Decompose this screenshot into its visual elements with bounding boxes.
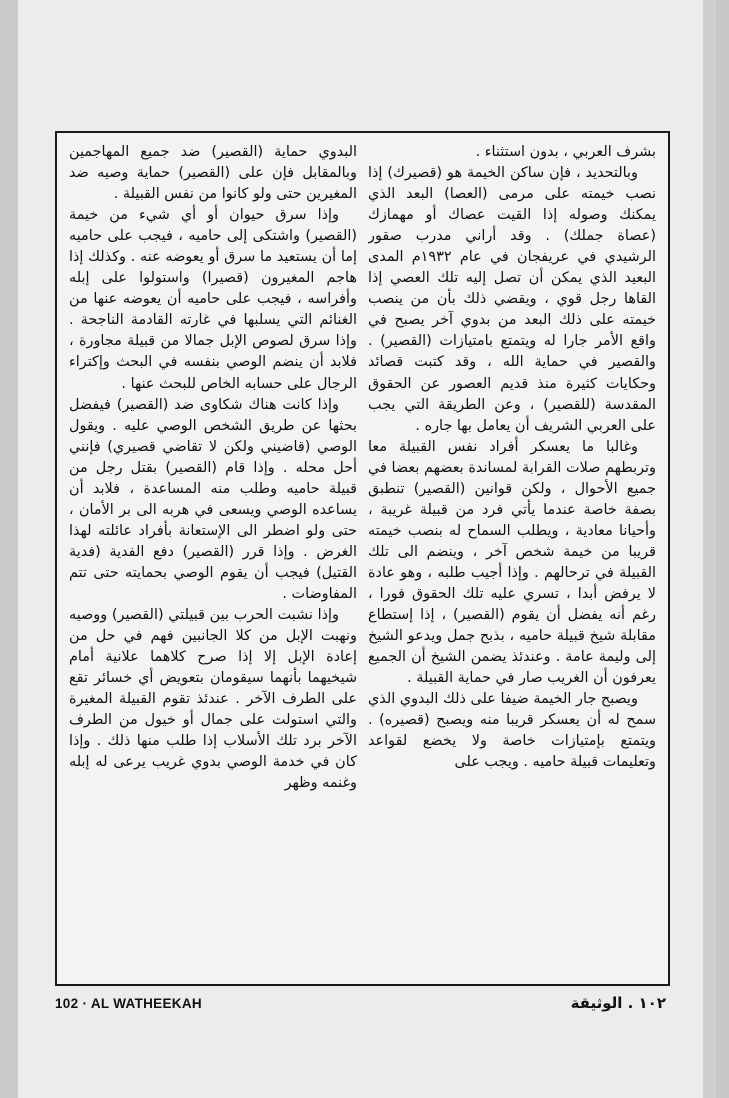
- footer-page-number-arabic: ١٠٢ . الوثيقة: [570, 994, 666, 1012]
- scan-gutter-left: [0, 0, 18, 1098]
- paragraph: بشرف العربي ، بدون استثناء .: [475, 144, 656, 160]
- footer-page-number-latin: 102 · AL WATHEEKAH: [55, 996, 202, 1011]
- paragraph: ويصبح جار الخيمة ضيفا على ذلك البدوي الذي سمح له أن يعسكر قريبا منه ويصبح (قصيره) . ويتمتع بإمتيازات خاصة ولا يخضع لقواعد وتعليمات قبيلة حاميه . ويجب على: [368, 691, 656, 771]
- scan-gutter-right: [703, 0, 716, 1098]
- text-frame: [55, 131, 670, 986]
- paragraph: وإذا سرق حيوان أو أي شيء من خيمة (القصير) واشتكى إلى حاميه ، فيجب على حاميه إما أن يستعيد ما سرق أو يعوضه عنه . وكذلك إذا هاجم المغيرون (قصيرا) واستولوا على إبله وأفراسه ، فيجب على حاميه أن يعوضه عنها من الغنائم التي يسلبها في غارته القادمة الناجحة . وإذا سرق لصوص الإبل جمالا من قبيلة مجاورة ، فلابد أن ينضم الوصي بنفسه في البحث وإكتراء الرجال على حسابه الخاص للبحث عنها .: [69, 207, 357, 392]
- article-column-left: [69, 142, 357, 977]
- page-footer: [55, 996, 666, 1018]
- paragraph: وإذا نشبت الحرب بين قبيلتي (القصير) ووصيه ونهبت الإبل من كلا الجانبين فهم في حل من إعادة الإبل إلا إذا صرح كلاهما علانية أمام شيخيهما بأنهما سيقومان بتعويض أي خسائر تقع على الطرف الآخر . عندئذ تقوم القبيلة المغيرة والتي استولت على جمال أو خيول من الطرف الآخر برد تلك الأسلاب إذا طلب منها ذلك . وإذا كان في خدمة الوصي بدوي غريب يرعى له إبله وغنمه وظهر: [69, 607, 357, 792]
- paragraph: وغالبا ما يعسكر أفراد نفس القبيلة معا وتربطهم صلات القرابة لمساندة بعضهم بعضا في جميع الأحوال ، ولكن قوانين (القصير) تنطبق بصفة خاصة عندما يأتي فرد من قبيلة غريبة ، وأحيانا معادية ، ويطلب السماح له بنصب خيمته قريبا من خيمة شخص آخر ، وينضم الى تلك القبيلة في ترحالهم . وإذا أجيب طلبه ، وهو عادة لا يرفض أبدا ، تسري عليه تلك الحقوق فورا ، رغم أنه يفضل أن يقوم (القصير) ، إذا إستطاع مقابلة شيخ قبيلة حاميه ، بذبح جمل ويدعو الشيخ إلى وليمة عامة . وعندئذ يضمن الشيخ أن الجميع يعرفون أن الغريب صار في حماية القبيلة .: [368, 438, 656, 687]
- article-column-right: [368, 142, 656, 977]
- paragraph: وبالتحديد ، فإن ساكن الخيمة هو (قصيرك) إذا نصب خيمته على مرمى (العصا) البعد الذي يمكنك وصوله إذا القيت عصاك أو مهمازك (عصاة جملك) . وقد أراني مدرب صقور الرشيدي في عريفجان في عام ١٩٣٢م المدى البعيد الذي يمكن أن تصل إليه تلك العصي إذا القاها رجل قوي ، ويقضي ذلك بأن من ينصب خيمته على ذلك البعد من بدوي آخر يصبح في واقع الأمر جارا له ويتمتع بامتيازات (القصير) . والقصير في حماية الله ، وقد كتبت قصائد وحكايات كثيرة منذ قديم العصور عن الحقوق المقدسة (للقصير) ، وعن الطريقة التي يجب على العربي الشريف أن يعامل بها جاره .: [368, 165, 656, 434]
- paragraph: البدوي حماية (القصير) ضد جميع المهاجمين وبالمقابل فإن على (القصير) حماية وصيه ضد المغيرين حتى ولو كانوا من نفس القبيلة .: [69, 144, 357, 203]
- paragraph: وإذا كانت هناك شكاوى ضد (القصير) فيفضل بحثها عن طريق الشخص الوصي عليه . ويقول الوصي (قاضيني ولكن لا تقاضي قصيري) فإنني أحل محله . وإذا قام (القصير) بقتل رجل من قبيلة حاميه وطلب منه المساعدة ، فلابد أن يساعده الوصي ويسعى في هربه الى بر الأمان ، حتى ولو اضطر الى الإستعانة بأفراد عائلته لهذا الغرض . وإذا قرر (القصير) دفع الفدية (فدية القتيل) فيجب أن يقوم الوصي بحمايته حتى تتم المفاوضات .: [69, 396, 357, 602]
